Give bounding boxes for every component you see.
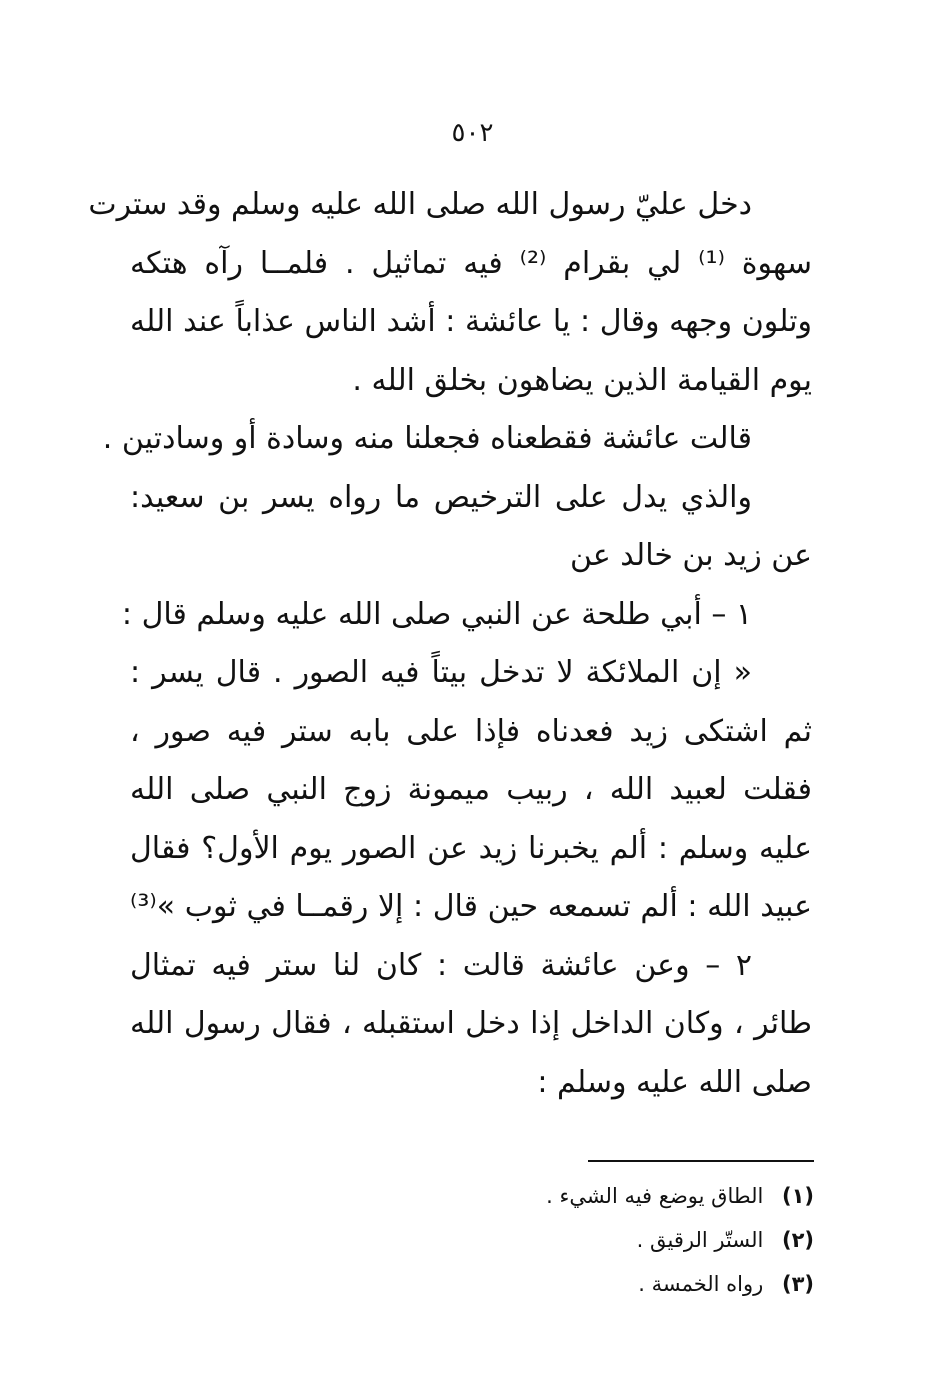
text-line: عن زيد بن خالد عن <box>570 538 812 573</box>
footnote-number: (٣) <box>781 1272 814 1296</box>
body-text <box>88 176 812 1112</box>
footnote-item <box>420 1174 814 1218</box>
text-line: ثم اشتكى زيد فعدناه فإذا على بابه ستر فيه صور ، <box>130 713 812 749</box>
footnote-text: الستّر الرقيق . <box>636 1228 764 1252</box>
footnote-item <box>420 1218 814 1262</box>
text-line: صلى الله عليه وسلم : <box>537 1064 812 1100</box>
text-line: طائر ، وكان الداخل إذا دخل استقبله ، فقال رسول الله <box>130 1006 812 1041</box>
footnotes <box>420 1174 814 1306</box>
text-line: دخل عليّ رسول الله صلى الله عليه وسلم وقد سترت <box>88 187 752 222</box>
text-line: عبيد الله : ألم تسمعه حين قال : إلا رقمــا في ثوب »⁽³⁾ <box>130 889 812 924</box>
text-line: ٢ – وعن عائشة قالت : كان لنا ستر فيه تمثال <box>130 947 752 983</box>
footnote-number: (١) <box>781 1184 814 1208</box>
text-line: فقلت لعبيد الله ، ربيب ميمونة زوج النبي صلى الله <box>130 772 812 807</box>
footnote-number: (٢) <box>781 1228 814 1252</box>
footnote-text: الطاق يوضع فيه الشيء . <box>546 1184 764 1208</box>
footnote-text: رواه الخمسة . <box>638 1272 764 1296</box>
text-line: « إن الملائكة لا تدخل بيتاً فيه الصور . قال يسر : <box>130 655 752 690</box>
footnote-divider <box>588 1160 814 1162</box>
footnote-item <box>420 1262 814 1306</box>
text-line: والذي يدل على الترخيص ما رواه يسر بن سعيد: <box>130 479 752 515</box>
page-number: ٥٠٢ <box>451 118 494 148</box>
text-line: يوم القيامة الذين يضاهون بخلق الله . <box>352 362 812 398</box>
text-line: قالت عائشة فقطعناه فجعلنا منه وسادة أو وسادتين . <box>102 421 752 456</box>
text-line: وتلون وجهه وقال : يا عائشة : أشد الناس عذاباً عند الله <box>130 304 812 339</box>
text-line: عليه وسلم : ألم يخبرنا زيد عن الصور يوم الأول؟ فقال <box>130 830 812 866</box>
text-line: ١ – أبي طلحة عن النبي صلى الله عليه وسلم قال : <box>121 596 752 632</box>
text-line: سهوة ⁽¹⁾ لي بقرام ⁽²⁾ فيه تماثيل . فلمــا رآه هتكه <box>130 245 812 281</box>
